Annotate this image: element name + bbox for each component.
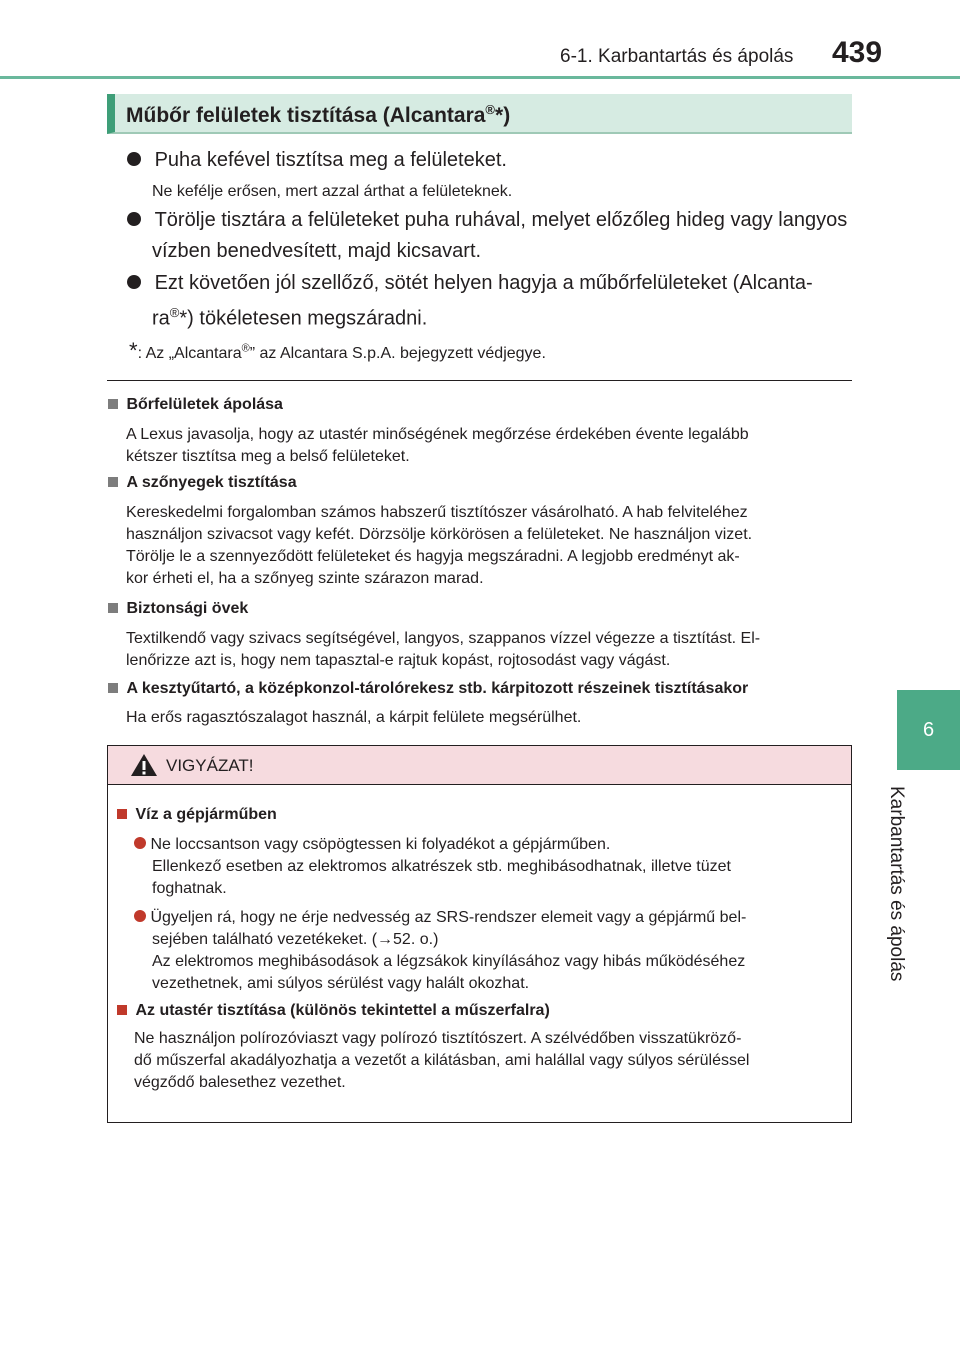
section-heading (126, 102, 510, 128)
warning-body-interior (134, 1028, 842, 1094)
bullet-2-text: Törölje tisztára a felületeket puha ruhával, melyet előzőleg hideg vagy langyos (154, 209, 848, 231)
info-heading-glovebox (108, 680, 748, 698)
chapter-number: 6 (922, 718, 935, 741)
chapter-tab (897, 690, 960, 770)
warning-sub-water-text: Víz a gépjárműben (135, 806, 277, 823)
warning-triangle-icon (130, 753, 158, 777)
line: Ne használjon polírozóviaszt vagy polírozó tisztítószert. A szélvédőben visszatükröző- (134, 1030, 742, 1047)
divider (107, 380, 852, 381)
warning-bullet-1 (134, 834, 842, 900)
line: Az elektromos meghibásodások a légzsákok kinyílásához vagy hibás működéséhez (152, 953, 746, 970)
bullet-1 (127, 145, 827, 175)
footnote-prefix: : Az „Alcantara (137, 345, 242, 362)
info-body-leather (126, 424, 846, 468)
bullet-dot-icon (127, 152, 141, 166)
bullet-3-line2-b: *) tökéletesen megszáradni. (179, 307, 428, 330)
line: dő műszerfal akadályozhatja a vezetőt a kilátásban, ami halállal vagy súlyos sérüléssel (134, 1052, 750, 1069)
square-bullet-icon (117, 1005, 127, 1015)
red-dot-icon (134, 910, 146, 922)
line: lenőrizze azt is, hogy nem tapasztal-e rajtuk kopást, rojtosodást vagy vágást. (126, 652, 671, 669)
info-body-glovebox (126, 707, 846, 729)
bullet-2-line2: vízben benedvesített, majd kicsavart. (152, 240, 482, 262)
bullet-dot-icon (127, 275, 141, 289)
info-body-seatbelts (126, 628, 846, 672)
bullet-3 (127, 268, 852, 298)
info-heading-leather (108, 396, 283, 414)
line (134, 834, 842, 856)
bullet-3-line2 (152, 298, 852, 334)
info-heading-seatbelts (108, 600, 248, 618)
line-text: Ne loccsantson vagy csöpögtessen ki folyadékot a gépjárműben. (150, 836, 611, 853)
line: Ha erős ragasztószalagot használ, a kárpit felülete megsérülhet. (126, 709, 582, 726)
line: Textilkendő vagy szivacs segítségével, langyos, szappanos vízzel végezze a tisztítást. El- (126, 630, 761, 647)
page-number: 439 (832, 36, 883, 69)
square-bullet-icon (108, 477, 118, 487)
square-bullet-icon (108, 399, 118, 409)
page-reference-link[interactable]: 52. o.) (393, 931, 439, 948)
line: használjon szivacsot vagy kefét. Dörzsölje körkörösen a felületeket. Ne használjon vizet. (126, 526, 753, 543)
section-heading-suffix: *) (495, 104, 511, 127)
registered-mark: ® (169, 305, 180, 320)
warning-bullet-2 (134, 907, 842, 995)
square-bullet-icon (117, 809, 127, 819)
bullet-1-text: Puha kefével tisztítsa meg a felületeket. (154, 149, 507, 171)
line: Törölje le a szennyeződött felületeket és hagyja megszáradni. A legjobb eredményt ak- (126, 548, 740, 565)
arrow-right-icon: → (377, 931, 394, 948)
section-heading-text: Műbőr felületek tisztítása (Alcantara (126, 104, 486, 127)
line: Ellenkező esetben az elektromos alkatrészek stb. meghibásodhatnak, illetve tüzet (152, 858, 731, 875)
footnote (129, 338, 546, 364)
warning-sub-interior-text: Az utastér tisztítása (különös tekintettel a műszerfalra) (135, 1002, 550, 1019)
footnote-star: * (129, 338, 138, 363)
registered-mark: ® (241, 342, 250, 355)
square-bullet-icon (108, 683, 118, 693)
footnote-rest: ” az Alcantara S.p.A. bejegyzett védjegye. (249, 345, 546, 362)
bullet-3-line2-a: ra (152, 307, 170, 330)
red-dot-icon (134, 837, 146, 849)
bullet-3-text: Ezt követően jól szellőző, sötét helyen hagyja a műbőrfelületeket (Alcanta- (154, 272, 813, 294)
line: foghatnak. (152, 880, 227, 897)
line-text: sejében található vezetékeket. ( (152, 931, 378, 948)
line: Kereskedelmi forgalomban számos habszerű tisztítószer vásárolható. A hab felviteléhez (126, 504, 748, 521)
running-header: 6-1. Karbantartás és ápolás (560, 46, 794, 67)
square-bullet-icon (108, 603, 118, 613)
chapter-side-title: Karbantartás és ápolás (886, 786, 907, 982)
line: kor érheti el, ha a szőnyeg szinte szárazon marad. (126, 570, 484, 587)
info-heading-carpet-text: A szőnyegek tisztítása (126, 474, 297, 491)
line: végződő balesethez vezethet. (134, 1074, 346, 1091)
warning-title: VIGYÁZAT! (166, 756, 254, 775)
bullet-1-note: Ne kefélje erősen, mert azzal árthat a felületeknek. (152, 183, 513, 200)
info-heading-carpet (108, 474, 297, 492)
info-heading-leather-text: Bőrfelületek ápolása (126, 396, 283, 413)
info-body-carpet (126, 502, 846, 590)
bullet-2 (127, 205, 852, 235)
registered-mark: ® (485, 102, 496, 117)
line: A Lexus javasolja, hogy az utastér minőségének megőrzése érdekében évente legalább (126, 426, 749, 443)
info-heading-glovebox-text: A kesztyűtartó, a középkonzol-tárolórekesz stb. kárpitozott részeinek tisztításakor (126, 680, 749, 697)
line (134, 929, 842, 951)
bullet-dot-icon (127, 212, 141, 226)
line: vezethetnek, ami súlyos sérülést vagy halált okozhat. (152, 975, 530, 992)
chapter-side-title-wrap (885, 786, 945, 986)
header-rule (0, 76, 960, 79)
info-heading-seatbelts-text: Biztonsági övek (126, 600, 249, 617)
warning-sub-interior (117, 1002, 550, 1020)
line (134, 907, 842, 929)
line: kétszer tisztítsa meg a belső felületeket. (126, 448, 410, 465)
warning-sub-water (117, 806, 277, 824)
line-text: Ügyeljen rá, hogy ne érje nedvesség az SRS-rendszer elemeit vagy a gépjármű bel- (150, 909, 747, 926)
